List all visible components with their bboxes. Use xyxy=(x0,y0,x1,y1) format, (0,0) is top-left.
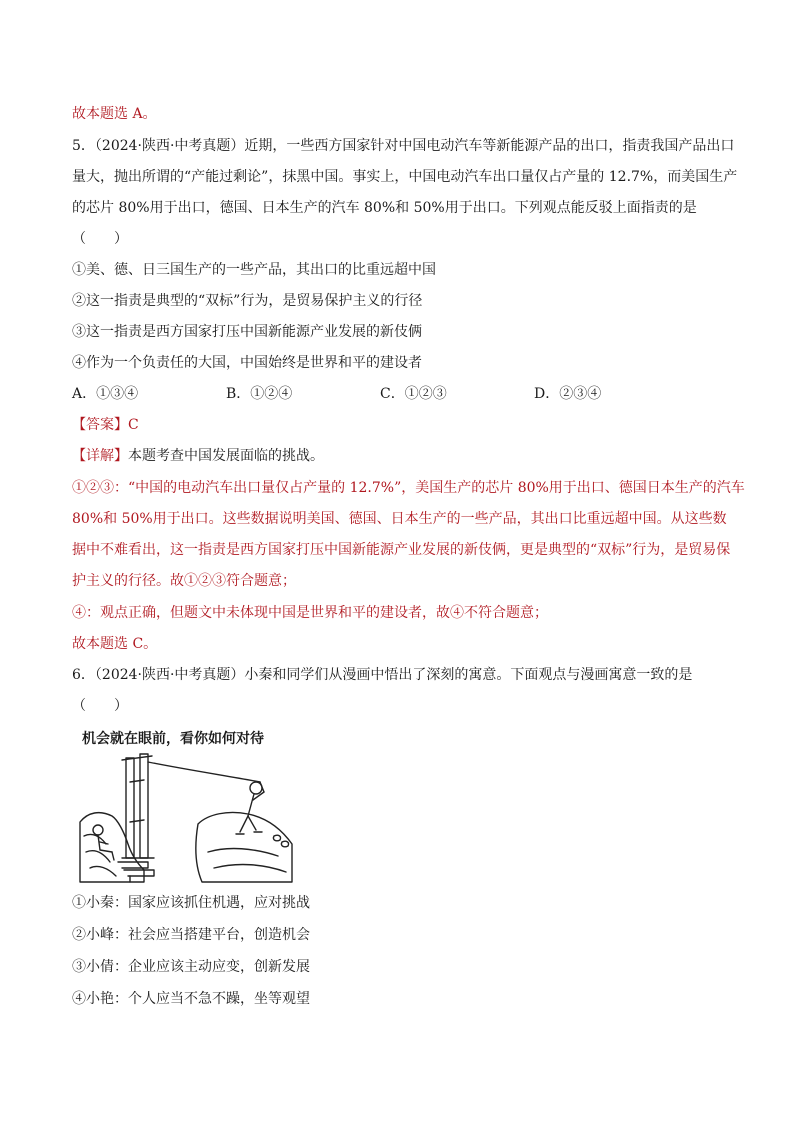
detail-tag: 【详解】 xyxy=(72,448,128,464)
q5-analysis-red-line: ④：观点正确，但题文中未体现中国是世界和平的建设者，故④不符合题意； xyxy=(72,605,548,621)
q5-conclusion: 故本题选 C。 xyxy=(72,636,158,652)
q6-option-4: ④小艳：个人应当不急不躁，坐等观望 xyxy=(72,991,310,1007)
q6-stem-blank: （ ） xyxy=(72,698,128,714)
q5-stem-line-1: 5．（2024·陕西·中考真题）近期，一些西方国家针对中国电动汽车等新能源产品的出口，指责我国产品出口 xyxy=(72,138,735,154)
q6-stem-line-1: 6．（2024·陕西·中考真题）小秦和同学们从漫画中悟出了深刻的寓意。下面观点与漫画寓意一致的是 xyxy=(72,667,693,683)
q6-option-2: ②小峰：社会应当搭建平台，创造机会 xyxy=(72,927,310,943)
q5-choice-c: C．①②③ xyxy=(380,386,447,402)
detail-intro: 本题考查中国发展面临的挑战。 xyxy=(128,448,324,464)
answer-tag: 【答案】 xyxy=(72,417,128,433)
q5-detail xyxy=(72,446,324,466)
cartoon-title: 机会就在眼前，看你如何对待 xyxy=(82,731,264,747)
q5-stem-blank: （ ） xyxy=(72,231,128,247)
q5-choice-d: D．②③④ xyxy=(534,386,602,402)
q6-option-1: ①小秦：国家应该抓住机遇，应对挑战 xyxy=(72,895,310,911)
q5-answer xyxy=(72,415,139,435)
q5-option-2: ②这一指责是典型的“双标”行为，是贸易保护主义的行径 xyxy=(72,293,423,309)
q5-option-3: ③这一指责是西方国家打压中国新能源产业发展的新伎俩 xyxy=(72,324,422,340)
q6-option-3: ③小倩：企业应该主动应变，创新发展 xyxy=(72,959,310,975)
q5-stem-line-3: 的芯片 80%用于出口，德国、日本生产的汽车 80%和 50%用于出口。下列观点能反驳上面指责的是 xyxy=(72,200,697,216)
answer-value: C xyxy=(128,417,139,433)
q5-analysis-line-3: 据中不难看出，这一指责是西方国家打压中国新能源产业发展的新伎俩，更是典型的“双标”行为，是贸易保 xyxy=(72,542,731,558)
q4-conclusion: 故本题选 A。 xyxy=(72,106,157,122)
q5-option-1: ①美、德、日三国生产的一些产品，其出口的比重远超中国 xyxy=(72,262,436,278)
q5-stem-line-2: 量大，抛出所谓的“产能过剩论”，抹黑中国。事实上，中国电动汽车出口量仅占产量的 12.7%，而美国生产 xyxy=(72,169,738,185)
q5-analysis-line-4: 护主义的行径。故①②③符合题意； xyxy=(72,573,296,589)
q5-choice-a: A．①③④ xyxy=(72,386,139,402)
q5-analysis-line-1: ①②③：“中国的电动汽车出口量仅占产量的 12.7%”，美国生产的芯片 80%用于出口、德国日本生产的汽车 xyxy=(72,480,745,496)
cartoon-illustration xyxy=(78,752,294,884)
q5-choice-b: B．①②④ xyxy=(226,386,293,402)
q5-option-4: ④作为一个负责任的大国，中国始终是世界和平的建设者 xyxy=(72,355,422,371)
q5-analysis-line-2: 80%和 50%用于出口。这些数据说明美国、德国、日本生产的一些产品，其出口比重远超中国。从这些数 xyxy=(72,511,727,527)
